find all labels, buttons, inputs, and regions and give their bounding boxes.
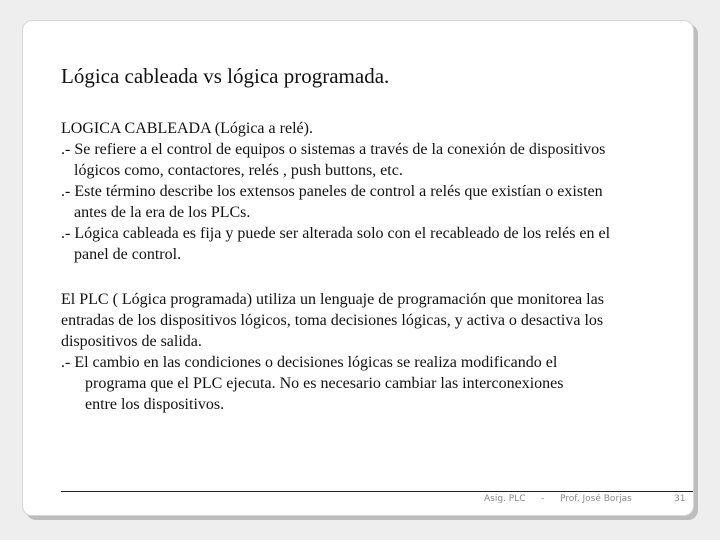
bullet-continuation: panel de control. — [74, 246, 182, 263]
footer-page-number: 31 — [674, 494, 686, 504]
bullet-line: .- Este término describe los extensos paneles de control a relés que existían o existen — [61, 183, 603, 200]
footer-separator: - — [541, 494, 545, 504]
section-heading: LOGICA CABLEADA (Lógica a relé). — [61, 120, 313, 137]
slide-title: Lógica cableada vs lógica programada. — [61, 64, 390, 88]
footer-divider — [61, 491, 693, 492]
bullet-continuation: lógicos como, contactores, relés , push buttons, etc. — [74, 162, 403, 179]
footer-professor: Prof. José Borjas — [560, 494, 632, 504]
bullet-continuation: programa que el PLC ejecuta. No es necesario cambiar las interconexiones — [85, 375, 564, 392]
paragraph-line: entradas de los dispositivos lógicos, toma decisiones lógicas, y activa o desactiva los — [61, 312, 604, 329]
slide — [22, 20, 694, 516]
bullet-line: .- El cambio en las condiciones o decisiones lógicas se realiza modificando el — [61, 354, 558, 371]
bullet-line: .- Se refiere a el control de equipos o sistemas a través de la conexión de dispositivos — [61, 141, 606, 158]
section-logica-programada — [61, 289, 691, 415]
bullet-continuation: antes de la era de los PLCs. — [74, 204, 251, 221]
paragraph-line: El PLC ( Lógica programada) utiliza un lenguaje de programación que monitorea las — [61, 291, 604, 308]
bullet-continuation: entre los dispositivos. — [85, 396, 225, 413]
paragraph-line: dispositivos de salida. — [61, 333, 202, 350]
bullet-line: .- Lógica cableada es fija y puede ser alterada solo con el recableado de los relés en el — [61, 225, 611, 242]
section-logica-cableada — [61, 118, 691, 265]
footer-course: Asig. PLC — [484, 494, 526, 504]
